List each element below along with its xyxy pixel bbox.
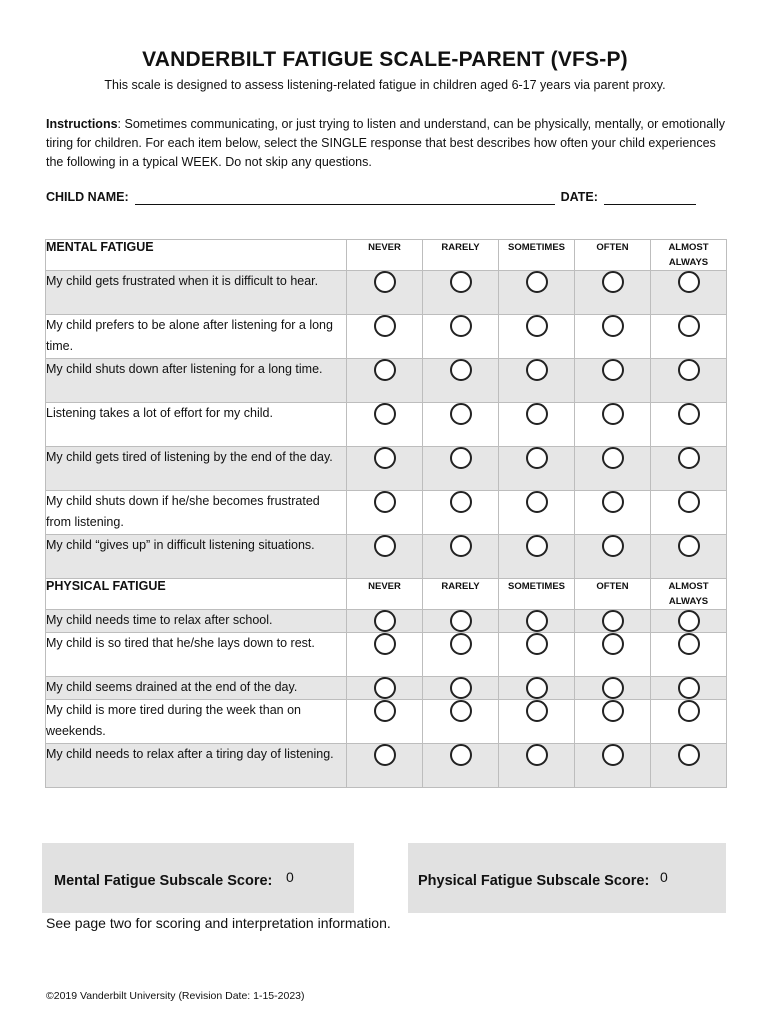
mental-score-box [42,843,354,913]
physical-score-value[interactable]: 0 [660,869,668,885]
table-row [46,677,727,700]
radio-often[interactable] [602,633,624,655]
option-cell [423,744,499,788]
radio-almost-always[interactable] [678,677,700,699]
option-cell [575,315,651,359]
child-name-label: CHILD NAME: [46,190,129,204]
radio-never[interactable] [374,315,396,337]
option-cell [499,447,575,491]
child-name-field[interactable] [135,190,555,205]
option-cell [651,315,727,359]
option-cell [499,700,575,744]
radio-sometimes[interactable] [526,535,548,557]
option-header-often: OFTEN [575,579,651,610]
instructions-text: : Sometimes communicating, or just trying to listen and understand, can be physically, mentally, or emotionally tiring for children. For each item below, select the SINGLE response that best describes how often your child experiences the following in a typical WEEK. Do not skip any questions. [46,117,726,169]
option-cell [347,535,423,579]
option-cell [651,700,727,744]
radio-often[interactable] [602,403,624,425]
radio-rarely[interactable] [450,403,472,425]
option-header-often: OFTEN [575,240,651,271]
radio-sometimes[interactable] [526,447,548,469]
option-cell [651,271,727,315]
mental-item-4: Listening takes a lot of effort for my child. [46,403,347,447]
mental-item-3: My child shuts down after listening for a long time. [46,359,347,403]
option-cell [575,491,651,535]
option-cell [347,491,423,535]
option-header-almost-always: ALMOST ALWAYS [651,240,727,271]
fatigue-scale-table [45,239,727,788]
option-cell [423,491,499,535]
option-cell [499,359,575,403]
option-cell [651,677,727,700]
table-row [46,700,727,744]
table-row [46,491,727,535]
table-row [46,610,727,633]
option-cell [651,447,727,491]
option-cell [499,535,575,579]
table-row [46,535,727,579]
option-cell [347,633,423,677]
radio-almost-always[interactable] [678,700,700,722]
radio-never[interactable] [374,610,396,632]
option-cell [423,633,499,677]
mental-fatigue-heading: MENTAL FATIGUE [46,240,347,271]
radio-rarely[interactable] [450,700,472,722]
option-cell [499,633,575,677]
table-row [46,271,727,315]
radio-rarely[interactable] [450,535,472,557]
option-cell [347,403,423,447]
option-header-sometimes: SOMETIMES [499,240,575,271]
radio-often[interactable] [602,447,624,469]
option-cell [651,491,727,535]
radio-rarely[interactable] [450,610,472,632]
radio-often[interactable] [602,491,624,513]
option-cell [347,744,423,788]
radio-sometimes[interactable] [526,700,548,722]
mental-item-1: My child gets frustrated when it is difficult to hear. [46,271,347,315]
option-cell [651,744,727,788]
physical-item-1: My child needs time to relax after school. [46,610,347,633]
option-cell [575,633,651,677]
option-cell [499,403,575,447]
mental-item-6: My child shuts down if he/she becomes frustrated from listening. [46,491,347,535]
radio-never[interactable] [374,744,396,766]
radio-never[interactable] [374,271,396,293]
page-title: VANDERBILT FATIGUE SCALE-PARENT (VFS-P) [142,48,628,71]
option-cell [347,700,423,744]
radio-sometimes[interactable] [526,610,548,632]
option-cell [423,359,499,403]
radio-almost-always[interactable] [678,447,700,469]
option-cell [575,359,651,403]
radio-almost-always[interactable] [678,491,700,513]
mental-item-2: My child prefers to be alone after listening for a long time. [46,315,347,359]
mental-score-label: Mental Fatigue Subscale Score: [54,873,273,889]
physical-item-4: My child is more tired during the week than on weekends. [46,700,347,744]
radio-never[interactable] [374,491,396,513]
option-cell [575,700,651,744]
physical-fatigue-header-row [46,579,727,610]
mental-item-7: My child “gives up” in difficult listening situations. [46,535,347,579]
option-cell [423,447,499,491]
physical-item-5: My child needs to relax after a tiring day of listening. [46,744,347,788]
option-header-almost-always: ALMOST ALWAYS [651,579,727,610]
radio-often[interactable] [602,315,624,337]
option-cell [423,677,499,700]
option-cell [499,744,575,788]
option-cell [499,315,575,359]
radio-sometimes[interactable] [526,403,548,425]
physical-item-2: My child is so tired that he/she lays down to rest. [46,633,347,677]
radio-rarely[interactable] [450,271,472,293]
radio-never[interactable] [374,403,396,425]
radio-never[interactable] [374,633,396,655]
radio-almost-always[interactable] [678,610,700,632]
option-cell [347,315,423,359]
option-cell [575,744,651,788]
radio-sometimes[interactable] [526,271,548,293]
option-cell [347,359,423,403]
radio-often[interactable] [602,359,624,381]
radio-never[interactable] [374,359,396,381]
option-cell [347,610,423,633]
radio-never[interactable] [374,700,396,722]
option-header-rarely: RARELY [423,579,499,610]
radio-sometimes[interactable] [526,633,548,655]
option-cell [651,610,727,633]
option-cell [575,403,651,447]
radio-rarely[interactable] [450,359,472,381]
radio-often[interactable] [602,535,624,557]
copyright-footer: ©2019 Vanderbilt University (Revision Date: 1-15-2023) [46,990,305,1002]
radio-never[interactable] [374,535,396,557]
option-header-never: NEVER [347,240,423,271]
radio-almost-always[interactable] [678,535,700,557]
physical-item-3: My child seems drained at the end of the day. [46,677,347,700]
radio-often[interactable] [602,677,624,699]
radio-almost-always[interactable] [678,744,700,766]
radio-almost-always[interactable] [678,315,700,337]
option-cell [499,491,575,535]
physical-score-label: Physical Fatigue Subscale Score: [418,873,650,889]
mental-score-value[interactable]: 0 [286,869,294,885]
physical-score-box [408,843,726,913]
table-row [46,403,727,447]
radio-rarely[interactable] [450,744,472,766]
option-cell [651,633,727,677]
option-cell [499,610,575,633]
radio-sometimes[interactable] [526,677,548,699]
option-cell [423,535,499,579]
option-cell [347,271,423,315]
radio-almost-always[interactable] [678,271,700,293]
option-cell [651,403,727,447]
table-row [46,633,727,677]
option-cell [423,610,499,633]
radio-rarely[interactable] [450,447,472,469]
radio-rarely[interactable] [450,491,472,513]
table-row [46,359,727,403]
table-row [46,315,727,359]
instructions-paragraph [46,115,736,172]
option-cell [575,535,651,579]
option-header-sometimes: SOMETIMES [499,579,575,610]
scoring-note: See page two for scoring and interpretation information. [46,915,391,931]
option-cell [575,271,651,315]
date-field[interactable] [604,190,696,205]
radio-sometimes[interactable] [526,315,548,337]
option-cell [423,271,499,315]
mental-fatigue-header-row [46,240,727,271]
radio-sometimes[interactable] [526,359,548,381]
option-cell [575,610,651,633]
option-cell [575,677,651,700]
child-name-date-row [46,190,696,205]
radio-rarely[interactable] [450,677,472,699]
radio-often[interactable] [602,700,624,722]
option-header-rarely: RARELY [423,240,499,271]
option-cell [423,700,499,744]
option-cell [499,677,575,700]
option-cell [575,447,651,491]
option-cell [423,403,499,447]
radio-rarely[interactable] [450,315,472,337]
page-subtitle: This scale is designed to assess listening-related fatigue in children aged 6-17 years via parent proxy. [104,78,666,92]
option-cell [651,359,727,403]
radio-almost-always[interactable] [678,633,700,655]
radio-almost-always[interactable] [678,359,700,381]
physical-fatigue-heading: PHYSICAL FATIGUE [46,579,347,610]
radio-sometimes[interactable] [526,491,548,513]
date-label: DATE: [560,190,598,204]
radio-sometimes[interactable] [526,744,548,766]
option-cell [651,535,727,579]
option-cell [499,271,575,315]
option-cell [347,447,423,491]
radio-often[interactable] [602,271,624,293]
table-row [46,447,727,491]
radio-never[interactable] [374,677,396,699]
instructions-label: Instructions [46,117,118,131]
radio-almost-always[interactable] [678,403,700,425]
mental-item-5: My child gets tired of listening by the end of the day. [46,447,347,491]
option-cell [423,315,499,359]
radio-never[interactable] [374,447,396,469]
table-row [46,744,727,788]
option-cell [347,677,423,700]
option-header-never: NEVER [347,579,423,610]
radio-rarely[interactable] [450,633,472,655]
radio-often[interactable] [602,610,624,632]
radio-often[interactable] [602,744,624,766]
